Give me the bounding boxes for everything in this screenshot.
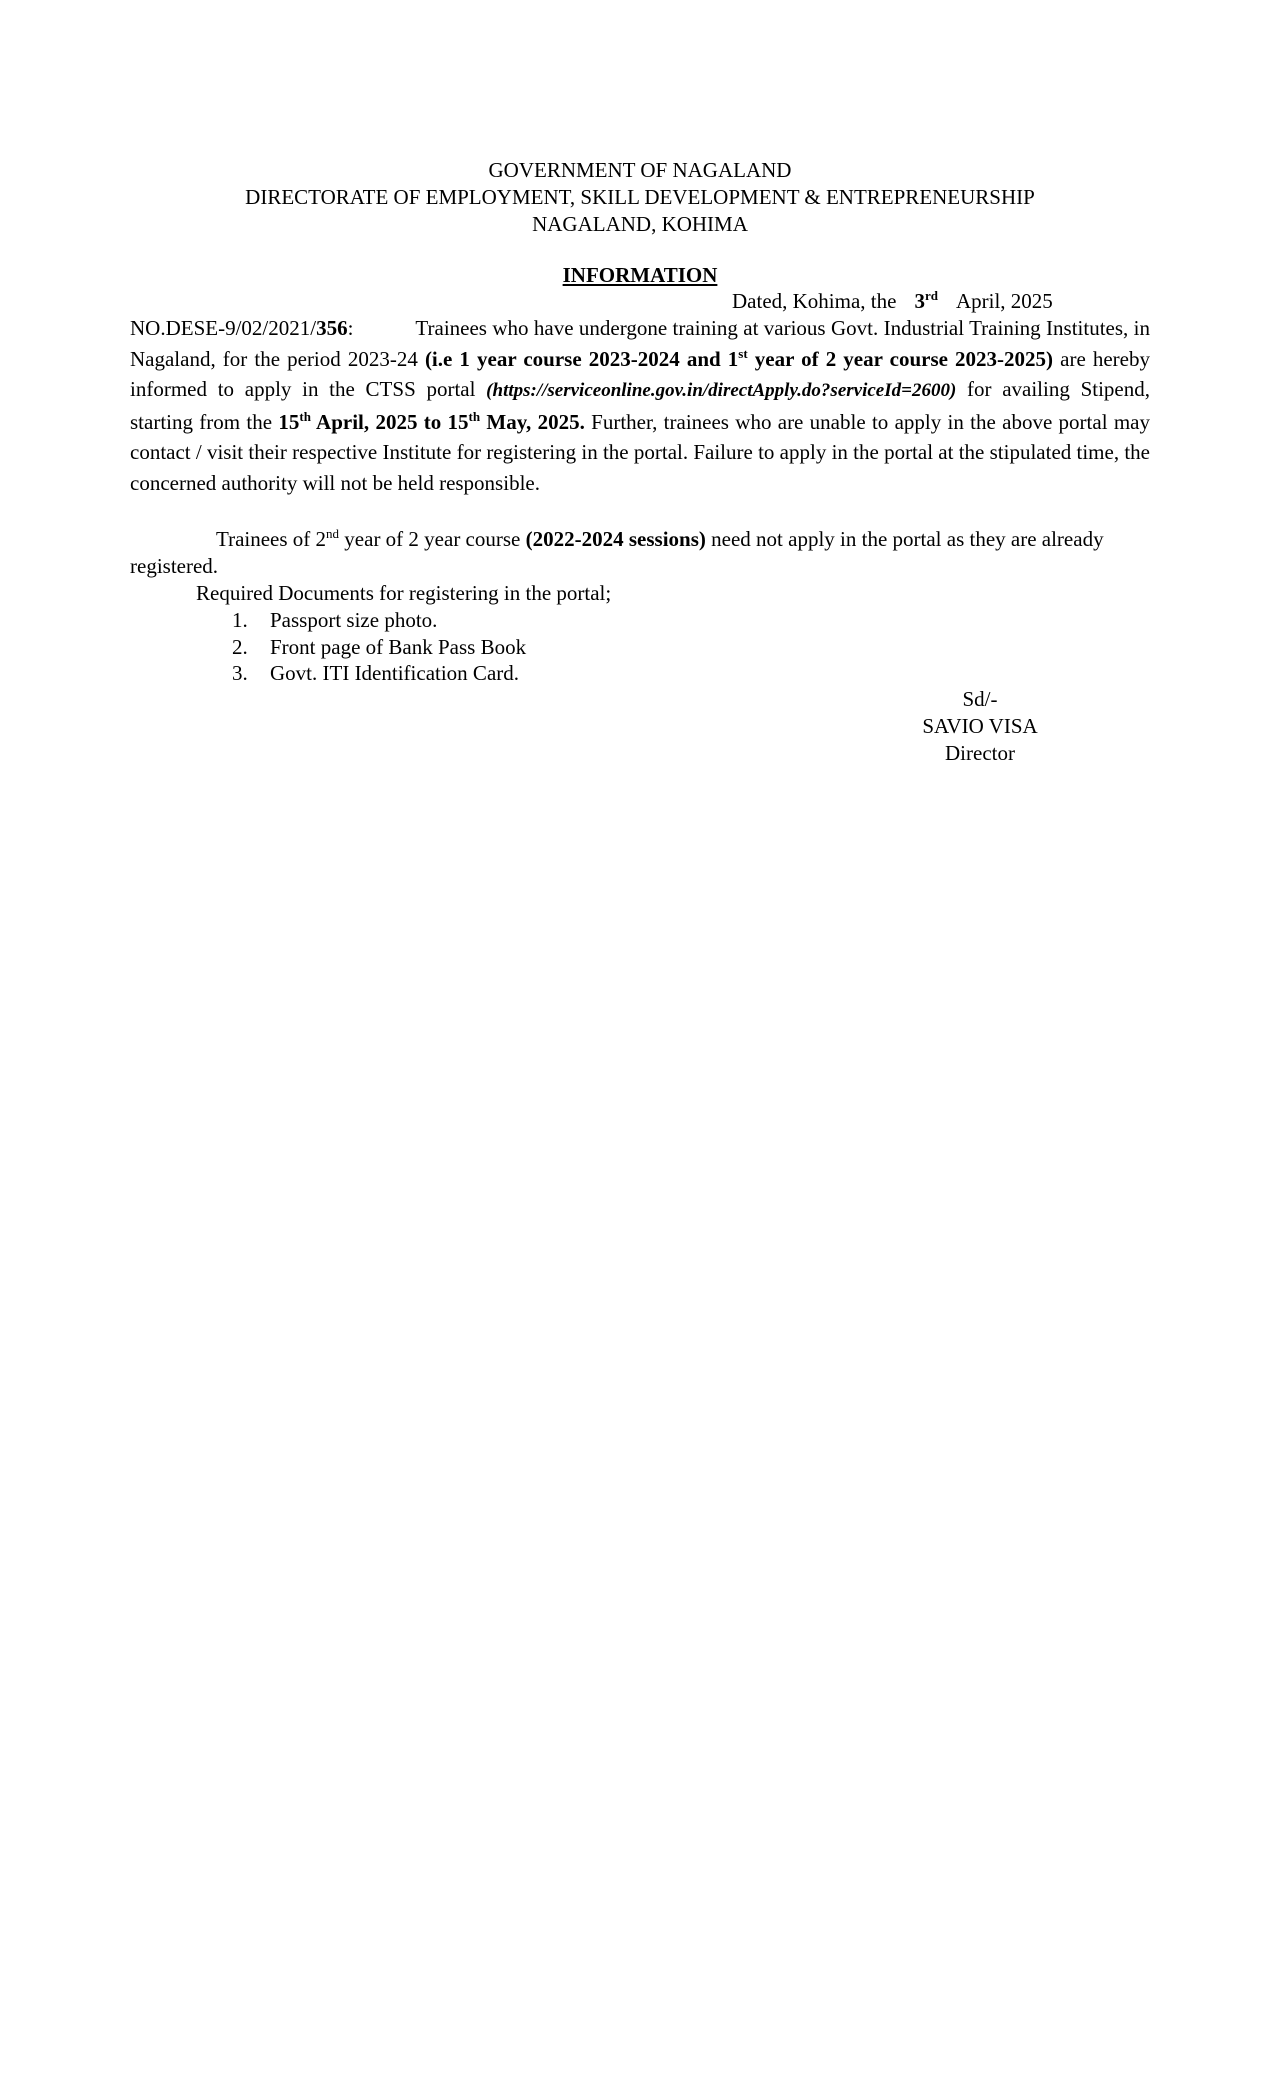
signature-mark: Sd/- xyxy=(962,687,998,711)
signature-block xyxy=(880,686,1080,767)
document-title: INFORMATION xyxy=(562,263,718,287)
signatory-name: SAVIO VISA xyxy=(922,714,1038,738)
list-item: 2. Front page of Bank Pass Book xyxy=(232,634,527,659)
date-line xyxy=(732,288,1053,315)
directorate-name: DIRECTORATE OF EMPLOYMENT, SKILL DEVELOPMENT & ENTREPRENEURSHIP xyxy=(245,185,1035,209)
date-day: 3rd xyxy=(914,288,938,313)
application-window: 15th April, 2025 to 15th May, 2025. xyxy=(278,408,585,434)
date-month-year: April, 2025 xyxy=(955,289,1053,313)
required-documents-list xyxy=(232,607,526,687)
ctss-portal-link[interactable]: (https://serviceonline.gov.in/directApply.do?serviceId=2600) xyxy=(486,380,957,401)
letterhead xyxy=(130,157,1150,238)
course-period: (i.e 1 year course 2023-2024 and 1st year of 2 year course 2023-2025) xyxy=(424,345,1054,371)
date-prefix: Dated, Kohima, the xyxy=(732,289,897,313)
session-period: (2022-2024 sessions) xyxy=(525,527,706,551)
reference-number: NO.DESE-9/02/2021/356: xyxy=(130,316,354,340)
second-year-paragraph: Trainees of 2nd year of 2 year course (2022-2024 sessions) need not apply in the portal as they are already registered. xyxy=(130,526,1104,578)
required-documents-heading: Required Documents for registering in the portal; xyxy=(196,581,612,605)
location: NAGALAND, KOHIMA xyxy=(532,212,748,236)
notice-paragraph: NO.DESE-9/02/2021/356: Trainees who have undergone training at various Govt. Industrial Training Institutes, in Nagaland, for the period 2023-24 (i.e 1 year course 2023-2024 and 1st year of 2 year course 2023-2025) are hereby informed to apply in the CTSS portal (https://serviceonline.gov.in/directApply.do?serviceId=2600) for availing Stipend, starting from the 15th April, 2025 to 15th May, 2025. Further, trainees who are unable to apply in the above portal may contact / visit their respective Institute for registering in the portal. Failure to apply in the portal at the stipulated time, the concerned authority will not be held responsible. xyxy=(130,316,1150,495)
list-item: 1. Passport size photo. xyxy=(232,608,438,632)
government-name: GOVERNMENT OF NAGALAND xyxy=(488,158,792,182)
signatory-designation: Director xyxy=(945,741,1015,765)
list-item: 3. Govt. ITI Identification Card. xyxy=(232,661,520,685)
